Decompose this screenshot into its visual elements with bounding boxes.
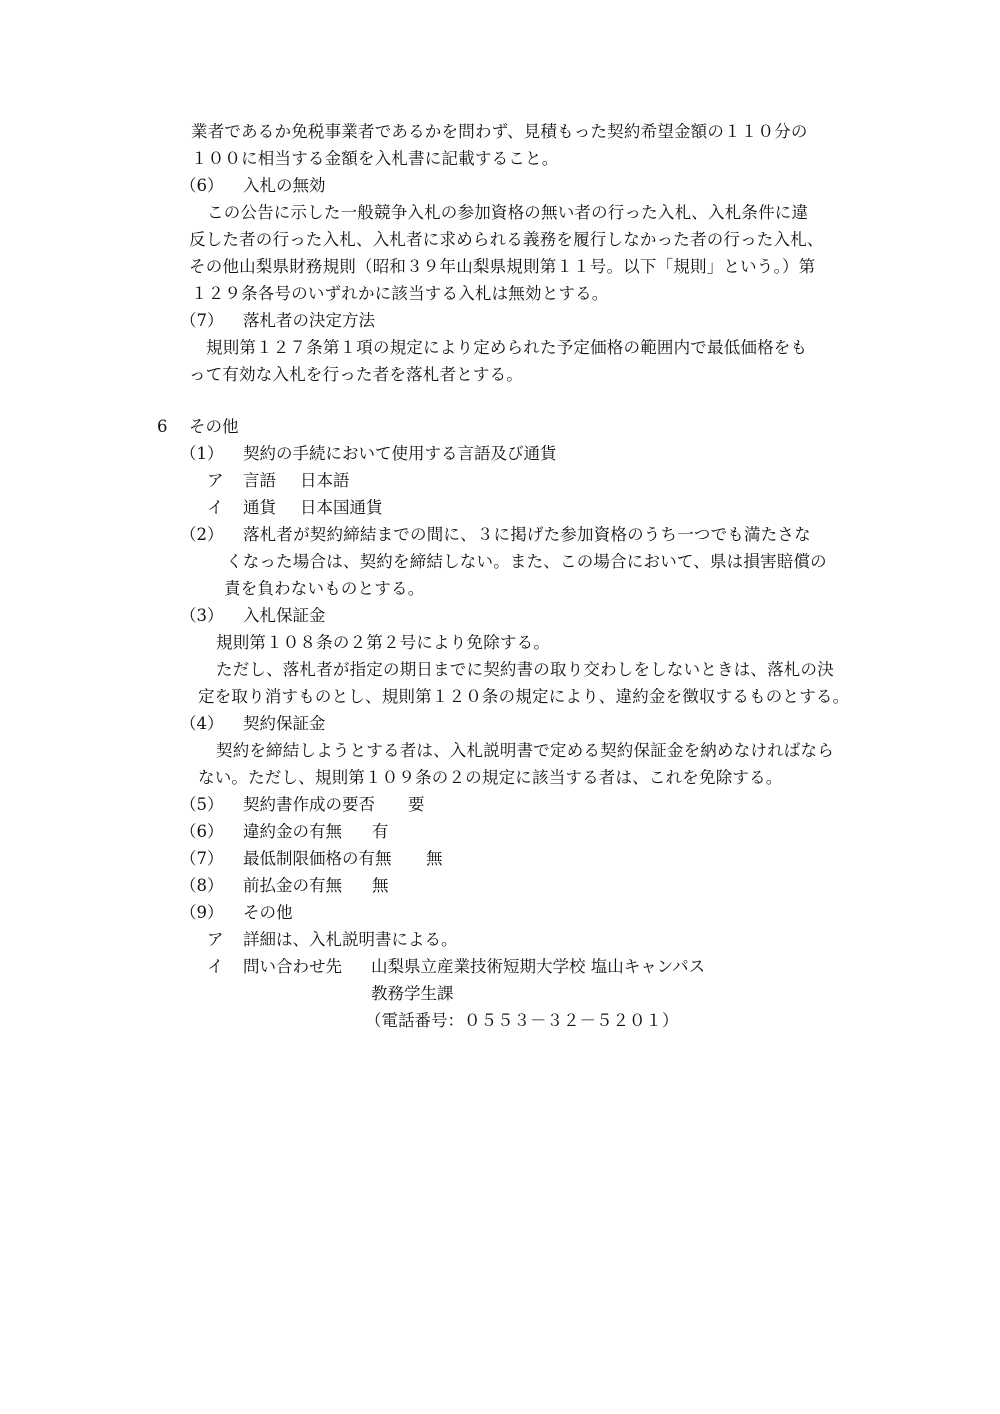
- section-6-6-heading: 違約金の有無: [243, 822, 342, 841]
- section-5-6-paragraph-line: １２９条各号のいずれかに該当する入札は無効とする。: [191, 284, 609, 303]
- item-mark: ア: [207, 930, 224, 949]
- section-6-4-paragraph-line: 契約を締結しようとする者は、入札説明書で定める契約保証金を納めなければなら: [216, 741, 834, 760]
- section-6-4-paragraph-line: ない。ただし、規則第１０９条の２の規定に該当する者は、これを免除する。: [198, 768, 783, 787]
- section-6-8-value: 無: [372, 876, 389, 895]
- section-6-3-paragraph-line: 定を取り消すものとし、規則第１２０条の規定により、違約金を徴収するものとする。: [198, 687, 850, 706]
- continuation-line-2: １００に相当する金額を入札書に記載すること。: [191, 149, 559, 168]
- section-6-2-paragraph-line: 落札者が契約締結までの間に、３に掲げた参加資格のうち一つでも満たさな: [243, 525, 811, 544]
- section-6-6-value: 有: [372, 822, 389, 841]
- section-6-8-heading: 前払金の有無: [243, 876, 342, 895]
- item-label: 通貨: [243, 498, 276, 517]
- section-6-3-paragraph-line: 規則第１０８条の２第２号により免除する。: [216, 633, 550, 652]
- section-6-8-number: （8）: [180, 876, 224, 895]
- section-6-3-heading: 入札保証金: [243, 606, 326, 625]
- section-5-6-paragraph-line: 反した者の行った入札、入札者に求められる義務を履行しなかった者の行った入札、: [189, 230, 824, 249]
- section-6-6-number: （6）: [180, 822, 224, 841]
- section-6-5-heading: 契約書作成の要否: [243, 795, 375, 814]
- section-6-3-paragraph-line: ただし、落札者が指定の期日までに契約書の取り交わしをしないときは、落札の決: [216, 660, 834, 679]
- item-mark: イ: [207, 498, 224, 517]
- contact-phone: （電話番号：０５５３－３２－５２０１）: [365, 1011, 679, 1030]
- section-6-heading: その他: [189, 417, 239, 436]
- section-6-9-heading: その他: [243, 903, 293, 922]
- section-5-7-number: （7）: [180, 311, 224, 330]
- section-6-1-heading: 契約の手続において使用する言語及び通貨: [243, 444, 557, 463]
- section-6-2-number: （2）: [180, 525, 224, 544]
- contact-label: 問い合わせ先: [243, 957, 342, 976]
- item-label: 言語: [243, 471, 276, 490]
- section-6-3-number: （3）: [180, 606, 224, 625]
- contact-organization: 山梨県立産業技術短期大学校 塩山キャンパス: [371, 957, 706, 976]
- section-5-6-number: （6）: [180, 176, 224, 195]
- section-6-7-heading: 最低制限価格の有無: [243, 849, 392, 868]
- section-6-1-number: （1）: [180, 444, 224, 463]
- section-6-4-heading: 契約保証金: [243, 714, 326, 733]
- item-value: 日本国通貨: [300, 498, 383, 517]
- section-6-9-number: （9）: [180, 903, 224, 922]
- section-5-6-paragraph-line: その他山梨県財務規則（昭和３９年山梨県規則第１１号。以下「規則」という。）第: [189, 257, 816, 276]
- section-6-number: 6: [157, 417, 168, 436]
- section-5-6-heading: 入札の無効: [243, 176, 326, 195]
- item-value: 日本語: [300, 471, 350, 490]
- section-5-6-paragraph-line: この公告に示した一般競争入札の参加資格の無い者の行った入札、入札条件に違: [207, 203, 809, 222]
- section-6-2-paragraph-line: 責を負わないものとする。: [224, 579, 425, 598]
- section-6-5-number: （5）: [180, 795, 224, 814]
- section-6-7-number: （7）: [180, 849, 224, 868]
- section-5-7-paragraph-line: 規則第１２７条第１項の規定により定められた予定価格の範囲内で最低価格をも: [206, 338, 808, 357]
- section-6-2-paragraph-line: くなった場合は、契約を締結しない。また、この場合において、県は損害賠償の: [226, 552, 827, 571]
- contact-department: 教務学生課: [371, 984, 454, 1003]
- section-6-5-value: 要: [408, 795, 425, 814]
- item-mark: イ: [207, 957, 224, 976]
- continuation-line-1: 業者であるか免税事業者であるかを問わず、見積もった契約希望金額の１１０分の: [191, 122, 808, 141]
- section-5-7-paragraph-line: って有効な入札を行った者を落札者とする。: [189, 365, 523, 384]
- section-5-7-heading: 落札者の決定方法: [243, 311, 375, 330]
- item-mark: ア: [207, 471, 224, 490]
- section-6-4-number: （4）: [180, 714, 224, 733]
- detail-note: 詳細は、入札説明書による。: [243, 930, 458, 949]
- section-6-7-value: 無: [426, 849, 443, 868]
